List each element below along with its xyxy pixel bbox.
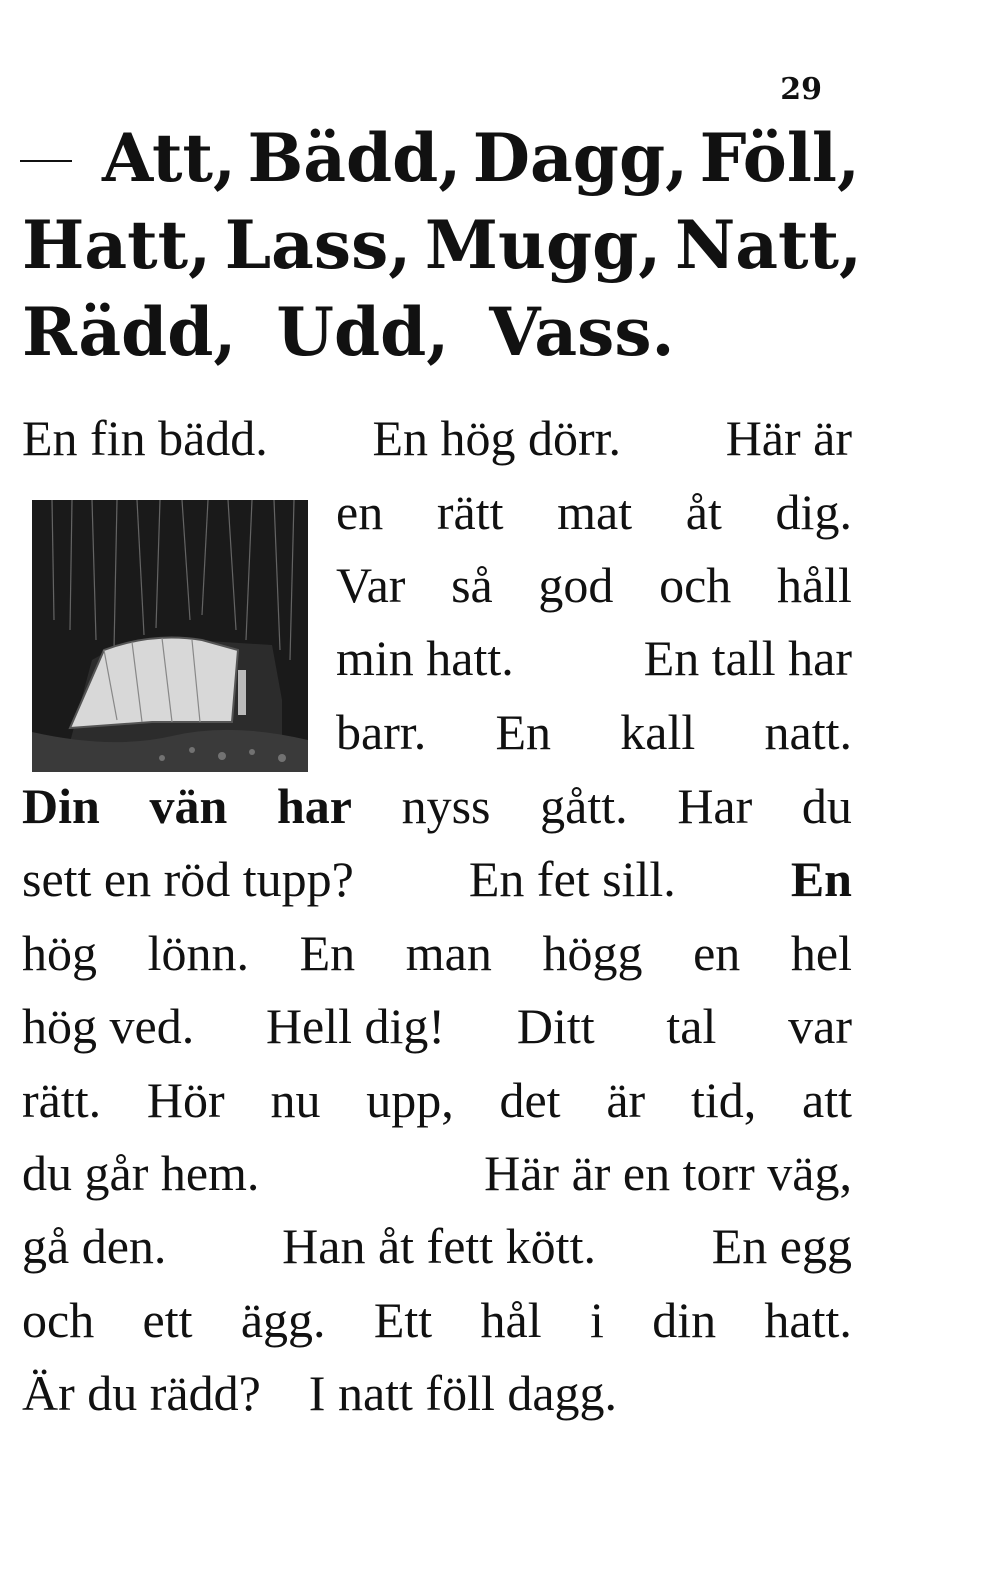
text-line: [336, 549, 852, 621]
word: barr.: [336, 704, 427, 760]
word: vän: [149, 778, 228, 834]
word: och: [659, 557, 732, 613]
word: det: [499, 1072, 561, 1128]
word: din: [652, 1292, 717, 1348]
word: rätt.: [22, 1072, 102, 1128]
word: upp,: [366, 1072, 454, 1128]
word: En: [299, 925, 356, 981]
heading-line-3: [22, 287, 862, 377]
text-line: [336, 696, 852, 768]
word: ett: [142, 1292, 193, 1348]
text-line: [22, 917, 852, 989]
word: En: [495, 704, 552, 760]
text-line: [22, 402, 852, 474]
word: Ett: [373, 1292, 433, 1348]
text-line: [336, 622, 852, 694]
word: god: [538, 557, 614, 613]
word: att: [802, 1072, 852, 1128]
heading-word: Natt,: [674, 206, 862, 284]
sentence: En fin bädd.: [22, 410, 268, 466]
word: har: [276, 778, 352, 834]
bed-illustration-icon: [32, 500, 308, 772]
word: lönn.: [147, 925, 250, 981]
word: mat: [557, 484, 633, 540]
word: Din: [22, 778, 100, 834]
word: man: [405, 925, 492, 981]
word: Var: [336, 557, 406, 613]
word: tal: [666, 998, 717, 1054]
sentence: du går hem.: [22, 1145, 260, 1201]
word: hel: [790, 925, 852, 981]
word: Ditt: [516, 998, 595, 1054]
word: var: [788, 998, 852, 1054]
word: i: [589, 1292, 604, 1348]
heading-line-1: [20, 113, 860, 203]
word: natt.: [764, 704, 852, 760]
heading-word: Mugg,: [424, 206, 662, 284]
word: rätt: [436, 484, 504, 540]
heading-word: Rädd,: [22, 293, 237, 371]
sentence: Här är: [725, 410, 852, 466]
word: gått.: [540, 778, 628, 834]
word: åt: [685, 484, 722, 540]
sentence: Är du rädd?: [22, 1365, 261, 1421]
text-line: [22, 1284, 852, 1356]
sentence: hög ved.: [22, 998, 195, 1054]
word: kall: [620, 704, 696, 760]
sentence: Här är en torr väg,: [484, 1145, 852, 1201]
word: nu: [270, 1072, 321, 1128]
word: hatt.: [764, 1292, 852, 1348]
heading-word: Föll,: [699, 119, 860, 197]
sentence: I natt föll dagg.: [308, 1365, 618, 1421]
sentence: En hög dörr.: [372, 410, 622, 466]
text-line: [22, 1137, 852, 1209]
heading-word: Vass.: [489, 293, 675, 371]
text-line: [22, 770, 852, 842]
dash-mark: [20, 160, 72, 162]
word: tid,: [690, 1072, 757, 1128]
word: Har: [677, 778, 753, 834]
sentence: sett en röd tupp?: [22, 851, 354, 907]
text-line: [22, 1210, 852, 1282]
sentence: En tall har: [643, 630, 852, 686]
word: nyss: [401, 778, 491, 834]
heading-word: Hatt,: [22, 206, 212, 284]
word: en: [336, 484, 384, 540]
sentence: min hatt.: [336, 630, 514, 686]
word: ägg.: [240, 1292, 326, 1348]
heading-word: Att,: [102, 119, 236, 197]
heading-word: Bädd,: [247, 119, 462, 197]
word: hål: [480, 1292, 542, 1348]
word: en: [693, 925, 741, 981]
text-line: [336, 476, 852, 548]
word: högg: [542, 925, 643, 981]
word: och: [22, 1292, 95, 1348]
heading-word: Udd,: [276, 293, 450, 371]
word: dig.: [775, 484, 852, 540]
sentence: En fet sill.: [468, 851, 676, 907]
heading-word: Lass,: [224, 206, 412, 284]
heading-word: Dagg,: [472, 119, 689, 197]
word: håll: [776, 557, 852, 613]
word: du: [801, 778, 852, 834]
word: En: [790, 851, 852, 907]
text-line: [22, 843, 852, 915]
word: är: [606, 1072, 646, 1128]
sentence: Hell dig!: [265, 998, 446, 1054]
heading-line-2: [22, 200, 862, 290]
word: så: [451, 557, 493, 613]
sentence: gå den.: [22, 1218, 167, 1274]
text-line: [22, 1357, 852, 1429]
page-number: 29: [780, 72, 822, 107]
word: hög: [22, 925, 97, 981]
sentence: Han åt fett kött.: [282, 1218, 596, 1274]
text-line: [22, 990, 852, 1062]
word: Hör: [146, 1072, 225, 1128]
text-line: [22, 1064, 852, 1136]
sentence: En egg: [711, 1218, 852, 1274]
